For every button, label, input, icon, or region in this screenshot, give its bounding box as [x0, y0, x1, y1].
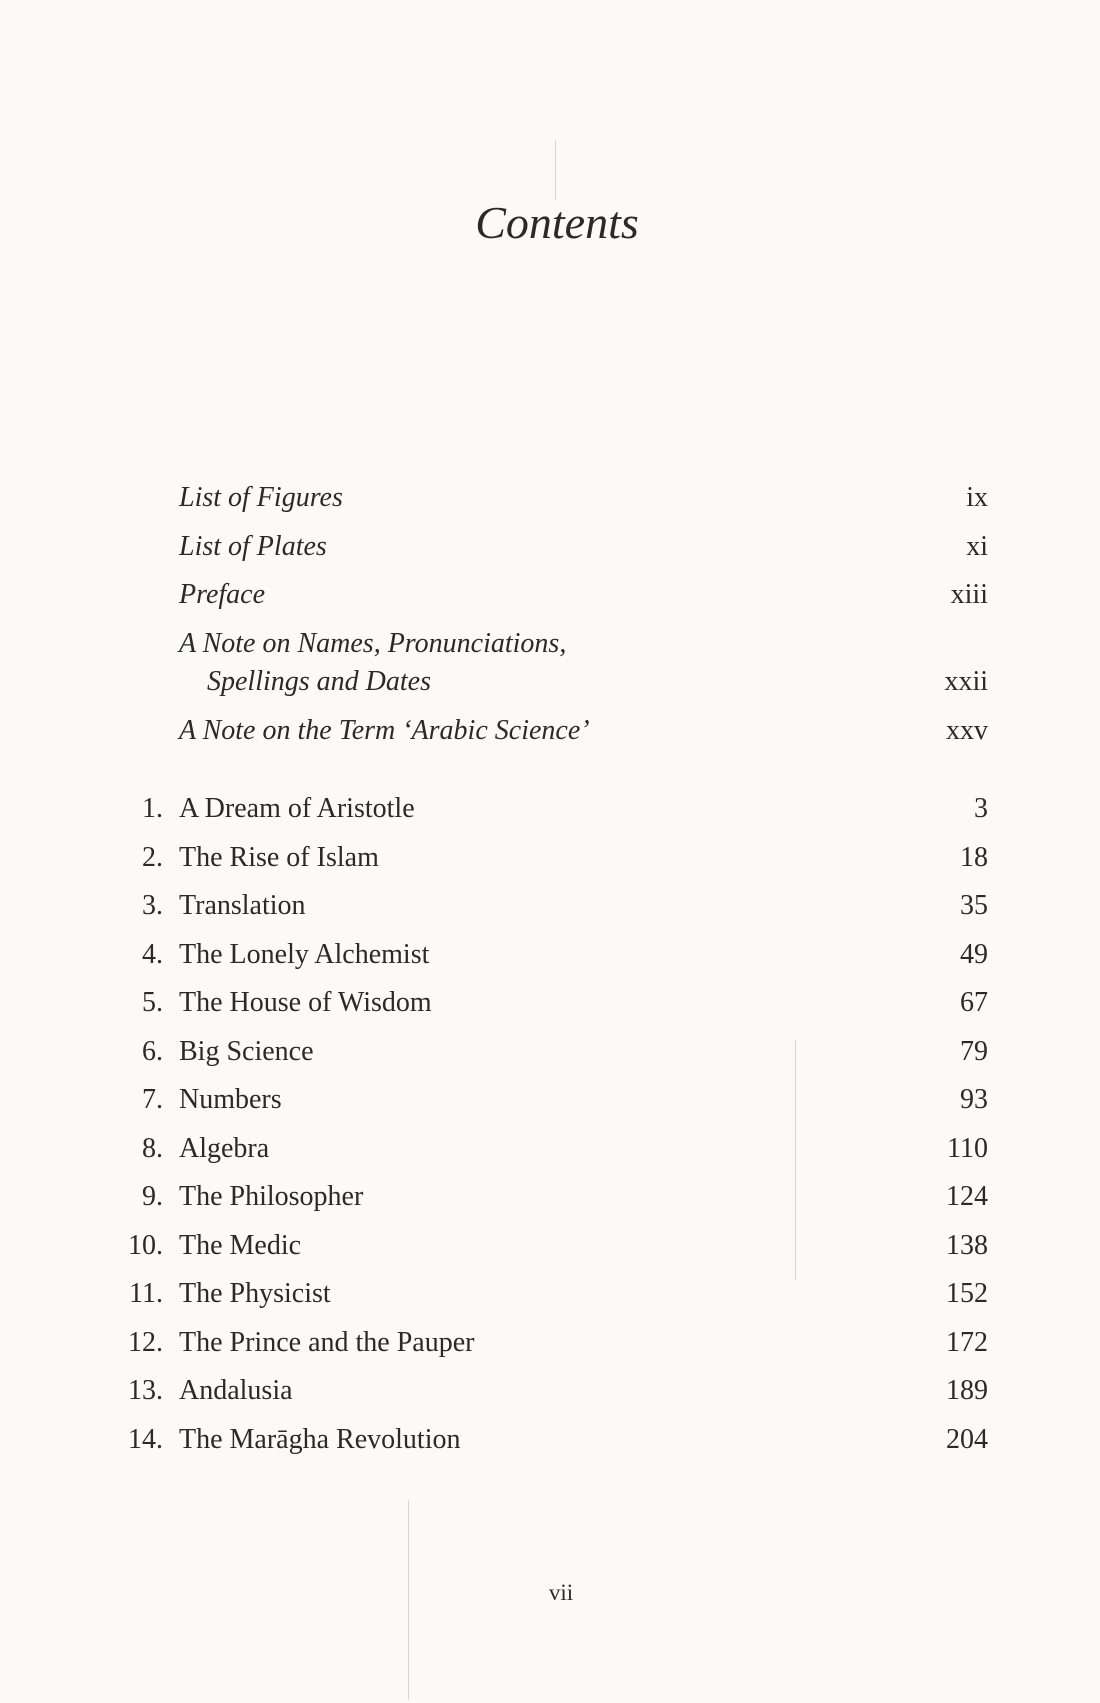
- chapter-entry[interactable]: [0, 1367, 1100, 1416]
- chapter-title: The Lonely Alchemist: [179, 938, 430, 970]
- entry-title: Preface: [179, 579, 266, 610]
- chapter-title: The Physicist: [179, 1278, 331, 1309]
- chapter-number: 12.: [128, 1326, 163, 1358]
- chapter-title: Translation: [179, 890, 306, 921]
- chapter-entry[interactable]: [0, 979, 1100, 1028]
- chapter-number: 5.: [142, 987, 163, 1018]
- page-number: 138: [946, 1229, 988, 1261]
- page-number: 204: [946, 1423, 988, 1455]
- page-number: 110: [947, 1132, 988, 1164]
- page-title: Contents: [475, 197, 639, 248]
- chapter-entry[interactable]: [0, 1222, 1100, 1271]
- chapter-entry[interactable]: [0, 1319, 1100, 1368]
- chapter-entry[interactable]: [0, 834, 1100, 883]
- chapter-number: 4.: [142, 938, 163, 970]
- toc-entry[interactable]: [0, 523, 1100, 572]
- chapter-title: Big Science: [179, 1035, 314, 1067]
- chapter-entry[interactable]: [0, 1173, 1100, 1222]
- page-number: xiii: [950, 579, 988, 610]
- entry-title-line: Spellings and Dates: [207, 665, 431, 697]
- chapter-number: 6.: [142, 1035, 163, 1067]
- page-number: 49: [960, 938, 988, 970]
- chapter-number: 2.: [142, 841, 163, 873]
- page-number: ix: [966, 482, 988, 513]
- page-number: 93: [960, 1084, 988, 1115]
- entry-title-line: A Note on Names, Pronunciations,: [179, 627, 567, 659]
- chapter-number: 9.: [142, 1181, 163, 1212]
- chapter-entry[interactable]: [0, 785, 1100, 834]
- page-number: xxv: [946, 714, 988, 746]
- chapter-title: The Philosopher: [179, 1181, 364, 1212]
- chapter-number: 8.: [142, 1132, 163, 1164]
- chapter-title: Algebra: [179, 1132, 270, 1164]
- chapter-entry[interactable]: [0, 1125, 1100, 1174]
- chapter-number: 14.: [128, 1423, 163, 1455]
- chapter-number: 3.: [142, 890, 163, 921]
- chapter-title: A Dream of Aristotle: [179, 793, 415, 824]
- page-number: xi: [966, 530, 988, 562]
- chapter-entry[interactable]: [0, 1076, 1100, 1125]
- chapter-entry[interactable]: [0, 1270, 1100, 1319]
- entry-title: A Note on the Term ‘Arabic Science’: [179, 714, 590, 746]
- toc-entry[interactable]: [0, 571, 1100, 620]
- front-matter-list: [0, 474, 1100, 755]
- chapter-title: The Marāgha Revolution: [179, 1423, 461, 1455]
- page-number: 35: [960, 890, 988, 921]
- chapter-number: 1.: [142, 793, 163, 824]
- chapter-number: 11.: [129, 1278, 163, 1309]
- chapter-entry[interactable]: [0, 882, 1100, 931]
- page-number: 189: [946, 1375, 988, 1406]
- page-number: xxii: [944, 665, 988, 697]
- page-folio: vii: [548, 1580, 574, 1605]
- toc-entry[interactable]: [0, 620, 1100, 707]
- chapter-number: 13.: [128, 1375, 163, 1406]
- page-number: 67: [960, 987, 988, 1018]
- toc-entry[interactable]: [0, 707, 1100, 756]
- chapter-title: Numbers: [179, 1084, 282, 1115]
- toc-entry[interactable]: [0, 474, 1100, 523]
- entry-title: List of Plates: [179, 530, 327, 562]
- chapter-title: The Medic: [179, 1229, 302, 1261]
- page-number: 124: [946, 1181, 988, 1212]
- chapter-list: [0, 785, 1100, 1464]
- chapter-title: The Rise of Islam: [179, 841, 379, 873]
- paper-mark: [555, 140, 556, 200]
- chapter-entry[interactable]: [0, 1028, 1100, 1077]
- page-number: 3: [974, 793, 988, 824]
- chapter-number: 7.: [142, 1084, 163, 1115]
- entry-title: List of Figures: [179, 482, 343, 513]
- chapter-title: The House of Wisdom: [179, 987, 432, 1018]
- page-number: 152: [946, 1278, 988, 1309]
- chapter-entry[interactable]: [0, 1416, 1100, 1465]
- chapter-number: 10.: [128, 1229, 163, 1261]
- page-number: 79: [960, 1035, 988, 1067]
- chapter-title: Andalusia: [179, 1375, 293, 1406]
- chapter-entry[interactable]: [0, 931, 1100, 980]
- chapter-title: The Prince and the Pauper: [179, 1326, 475, 1358]
- page-number: 172: [946, 1326, 988, 1358]
- page-number: 18: [960, 841, 988, 873]
